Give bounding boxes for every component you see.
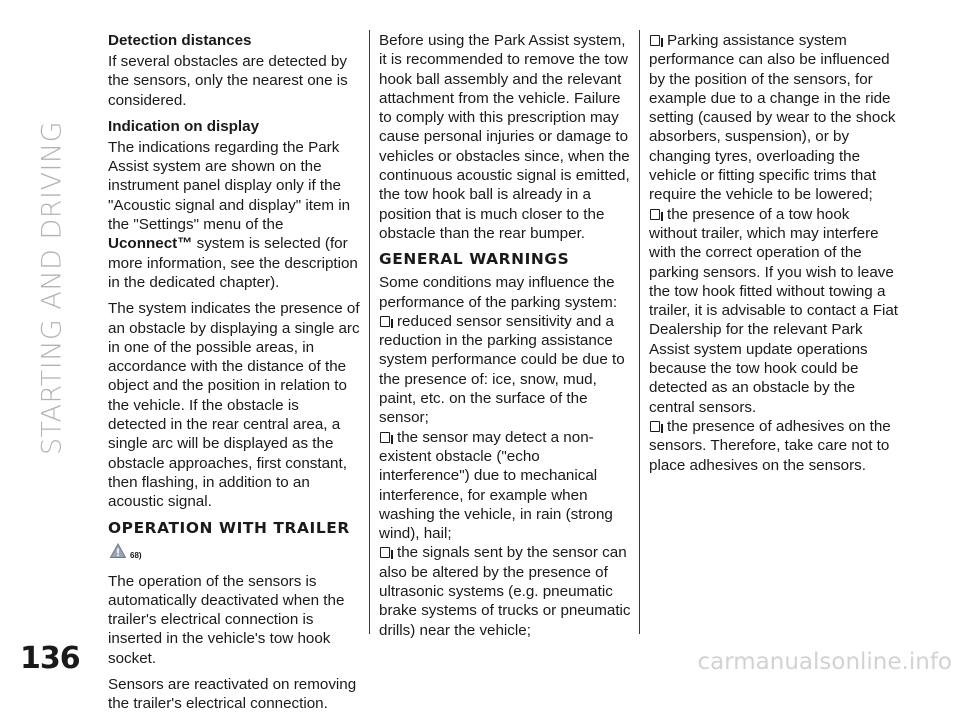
paragraph-trailer-1: The operation of the sensors is automatically deactivated when the trailer's electrical connection is inserted in the vehicle's tow hook socket.	[108, 572, 345, 667]
paragraph-trailer-2: Sensors are reactivated on removing the trailer's electrical connection.	[108, 676, 357, 713]
list-item-text: the presence of adhesives on the sensors. Therefore, take care not to place adhesives on the sensors.	[649, 417, 891, 474]
bullet-icon	[380, 547, 390, 558]
column-3	[649, 31, 901, 475]
heading-detection-distances: Detection distances	[108, 32, 252, 49]
list-item-text: the signals sent by the sensor can also be altered by the presence of ultrasonic systems (e.g. pneumatic brake systems of trucks or pneumatic drills) near the vehicle;	[379, 544, 631, 639]
bullet-icon	[380, 316, 390, 327]
list-item-text: the presence of a tow hook without trailer, which may interfere with the correct operation of the parking sensors. If you wish to leave the tow hook fitted without towing a trailer, it is advisable to contact a Fiat Dealership for the relevant Park Assist system update operations because the tow hook could be detected as an obstacle by the central sensors.	[649, 205, 899, 416]
page-number: 136	[20, 641, 80, 676]
list-item	[379, 428, 631, 544]
paragraph-general: Some conditions may influence the performance of the parking system:	[379, 274, 618, 311]
list-item	[649, 417, 901, 475]
bullet-icon	[650, 209, 660, 220]
paragraph-before-using: Before using the Park Assist system, it is recommended to remove the tow hook ball assembly and the relevant attachment from the vehicle. Failure to comply with this prescription may cause personal injuries or damage to vehicles or obstacles since, when the continuous acoustic signal is emitted, the tow hook ball is already in a position that is much closer to the obstacle than the rear bumper.	[379, 32, 630, 242]
list-item-text: Parking assistance system performance can also be influenced by the position of the sensors, for example due to a change in the ride setting (caused by wear to the shock absorbers, suspension), or by changing tyres, overloading the vehicle or fitting specific trims that require the vehicle to be lowered;	[649, 32, 896, 204]
column-2	[379, 31, 631, 640]
warning-reference	[108, 542, 360, 568]
indication-text-b: system is selected (for more information, see the description in the dedicated chapter).	[108, 235, 358, 291]
watermark: carmanualsonline.info	[697, 649, 952, 675]
bullet-icon	[650, 421, 660, 432]
warning-ref-number: 68)	[130, 550, 142, 560]
uconnect-label: Uconnect™	[108, 235, 193, 253]
list-item	[649, 31, 901, 205]
heading-indication-on-display: Indication on display	[108, 117, 260, 135]
chapter-title-text: STARTING AND DRIVING	[36, 120, 68, 456]
list-item-text: reduced sensor sensitivity and a reduction in the parking assistance system performance could be due to the presence of: ice, snow, mud, paint, etc. on the surface of the sensor;	[379, 312, 625, 427]
warning-icon	[109, 542, 127, 560]
heading-general-warnings: GENERAL WARNINGS	[379, 250, 570, 269]
list-item-text: the sensor may detect a non-existent obstacle ("echo interference") due to mechanical interference, for example when washing the vehicle, in rain (strong wind), hail;	[379, 428, 613, 543]
paragraph-indication	[108, 138, 360, 292]
column-1	[108, 31, 360, 721]
bullet-icon	[380, 432, 390, 443]
paragraph-detection: If several obstacles are detected by the sensors, only the nearest one is considered.	[108, 53, 348, 109]
list-item	[379, 543, 631, 639]
indication-text-a: The indications regarding the Park Assist system are shown on the instrument panel display only if the "Acoustic signal and display" item in the "Settings" menu of the	[108, 138, 351, 234]
list-item	[379, 312, 631, 428]
heading-operation-with-trailer: OPERATION WITH TRAILER	[108, 518, 350, 537]
paragraph-system-indication: The system indicates the presence of an obstacle by displaying a single arc in one of the possible areas, in accordance with the distance of the object and the position in relation to the vehicle. If the obstacle is detected in the rear central area, a single arc will be displayed as the obstacle approaches, first constant, then flashing, in addition to an acoustic signal.	[108, 300, 360, 511]
column-divider	[639, 30, 640, 634]
bullet-icon	[650, 35, 660, 46]
list-item	[649, 205, 901, 417]
column-divider	[369, 30, 370, 634]
